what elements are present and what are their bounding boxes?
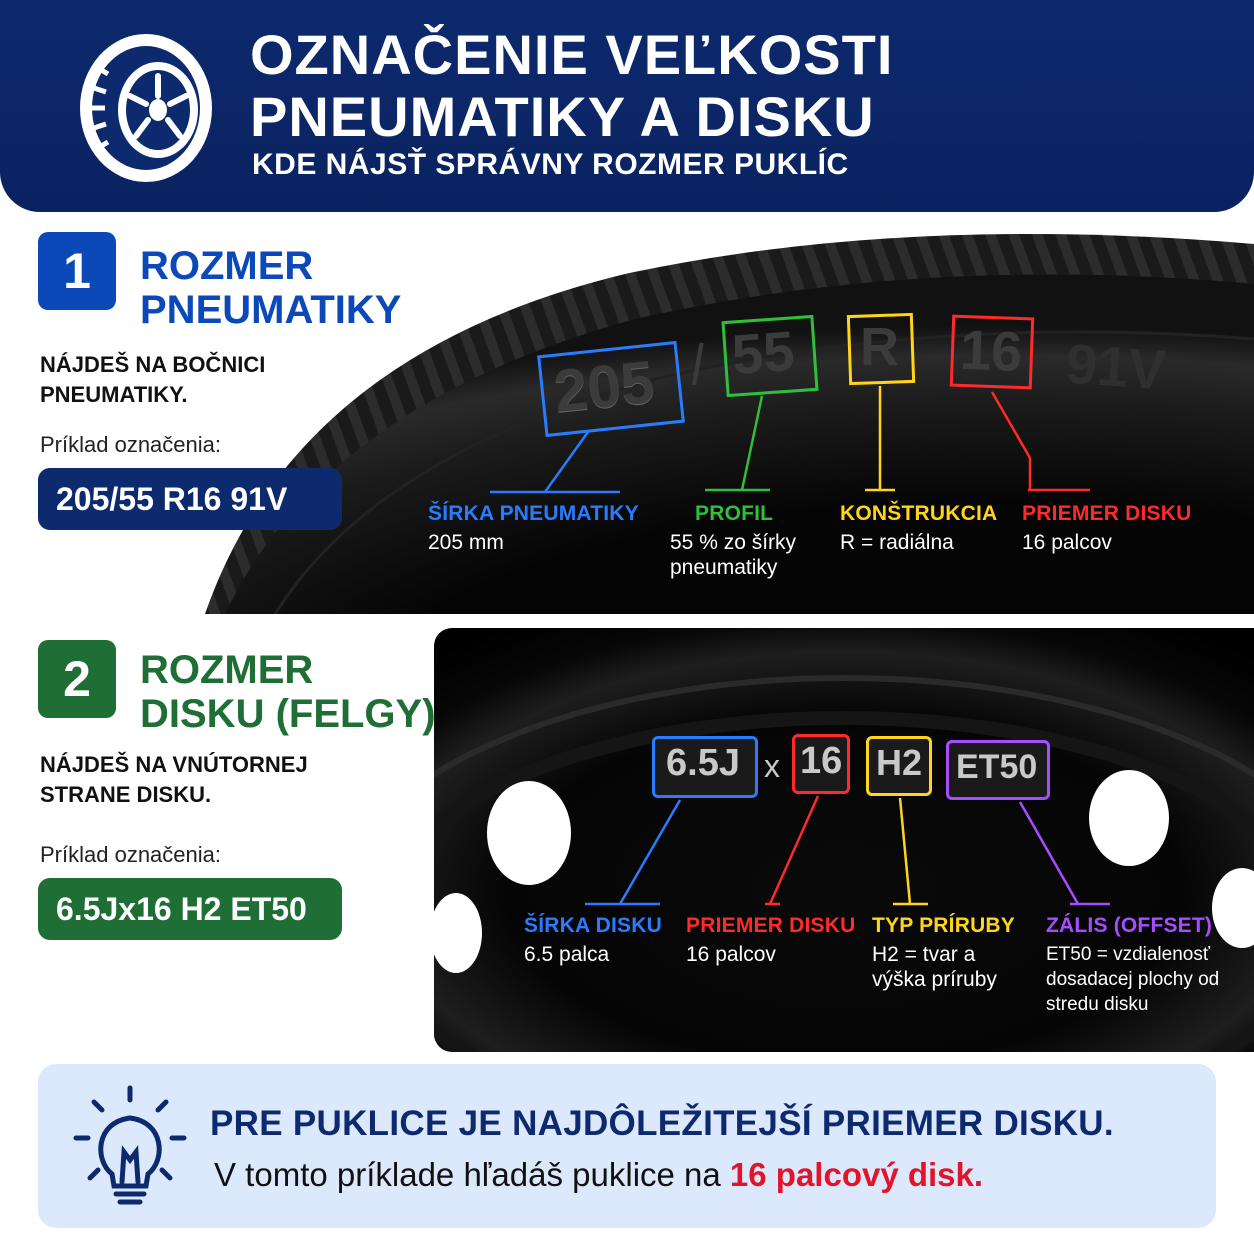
- sidewall-diameter-text: 16: [958, 317, 1024, 384]
- section-1-example-pill: 205/55 R16 91V: [38, 468, 342, 530]
- rim-width-text: 6.5J: [666, 742, 740, 784]
- label-tire-profile: PROFIL 55 % zo šírky pneumatiky: [670, 502, 797, 579]
- sidewall-profile-text: 55: [729, 318, 797, 387]
- section-1-note: NÁJDEŠ NA BOČNICI PNEUMATIKY.: [40, 352, 266, 407]
- label-rim-width: ŠÍRKA DISKU 6.5 palca: [524, 914, 662, 966]
- label-tire-width: ŠÍRKA PNEUMATIKY 205 mm: [428, 502, 639, 554]
- rim-x-text: x: [764, 748, 780, 784]
- section-2-example-label: Príklad označenia:: [40, 842, 221, 867]
- rim-flange-text: H2: [876, 742, 923, 783]
- section-2-badge: 2: [38, 640, 116, 718]
- label-tire-diameter: PRIEMER DISKU 16 palcov: [1022, 502, 1192, 554]
- tip-headline: PRE PUKLICE JE NAJDÔLEŽITEJŠÍ PRIEMER DISKU.: [210, 1104, 1114, 1143]
- tip-text: V tomto príklade hľadáš puklice na 16 palcový disk.: [214, 1156, 984, 1193]
- page-subtitle: KDE NÁJSŤ SPRÁVNY ROZMER PUKLÍC: [252, 148, 849, 181]
- sidewall-width-text: 205: [550, 347, 658, 426]
- section-1-title: ROZMER PNEUMATIKY: [140, 244, 402, 332]
- label-rim-offset: ZÁLIS (OFFSET) ET50 = vzdialenosť dosadacej plochy od stredu disku: [1046, 914, 1220, 1015]
- label-tire-construction: KONŠTRUKCIA R = radiálna: [840, 502, 998, 554]
- sidewall-construction-text: R: [860, 317, 899, 377]
- tip-box: [38, 1064, 1216, 1228]
- rim-diameter-text: 16: [800, 740, 843, 782]
- section-2-note: NÁJDEŠ NA VNÚTORNEJ STRANE DISKU.: [40, 752, 308, 807]
- rim-offset-text: ET50: [956, 748, 1038, 786]
- page-title: OZNAČENIE VEĽKOSTI PNEUMATIKY A DISKU: [250, 23, 894, 148]
- section-2-title: ROZMER DISKU (FELGY): [140, 648, 436, 736]
- sidewall-load-speed-text: 91V: [1063, 331, 1168, 402]
- lightbulb-icon: [72, 1082, 202, 1212]
- label-rim-diameter: PRIEMER DISKU 16 palcov: [686, 914, 856, 966]
- tip-highlight: 16 palcový disk.: [729, 1156, 984, 1193]
- section-1-example-label: Príklad označenia:: [40, 432, 221, 457]
- sidewall-slash-text: /: [687, 332, 709, 397]
- section-2-example-pill: 6.5Jx16 H2 ET50: [38, 878, 342, 940]
- label-rim-flange: TYP PRÍRUBY H2 = tvar a výška príruby: [872, 914, 1016, 991]
- section-1-badge: 1: [38, 232, 116, 310]
